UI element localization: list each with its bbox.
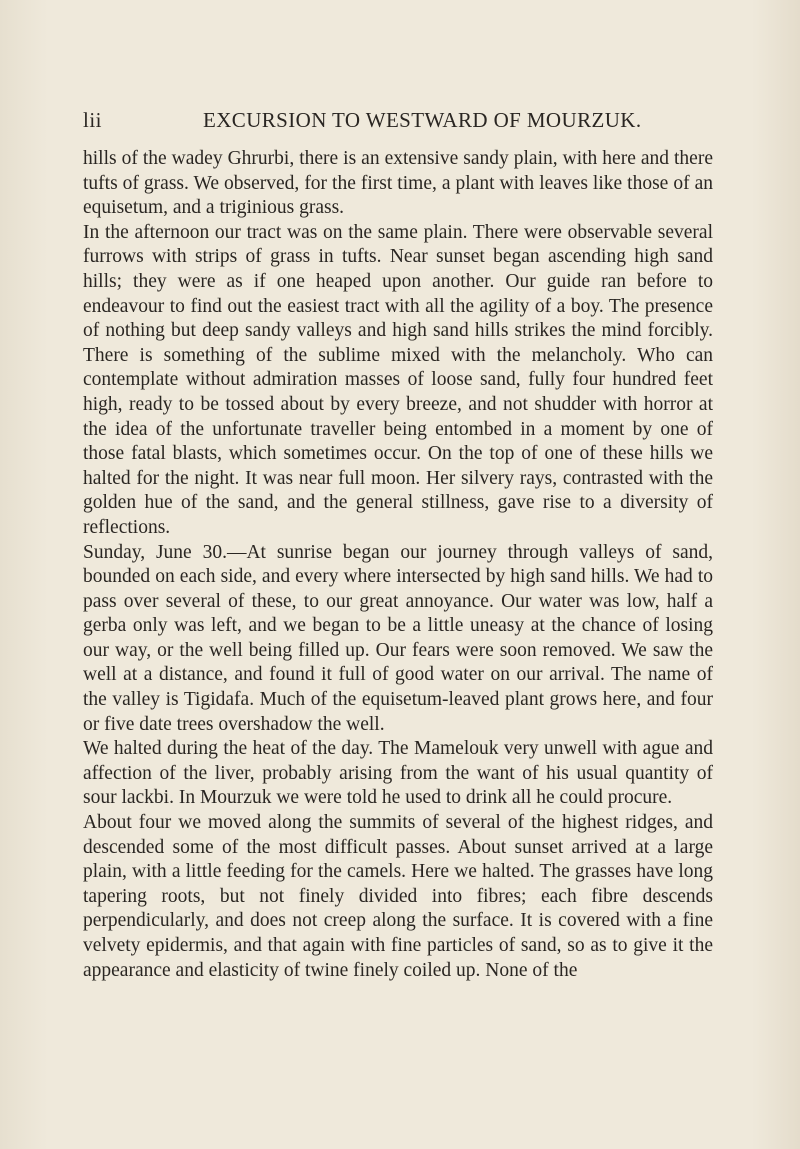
page-number: lii <box>83 108 103 132</box>
paragraph-1: hills of the wadey Ghrurbi, there is an extensive sandy plain, with here and there tufts of grass. We observed, for the first time, a plant with leaves like those of an equisetum, and a triginious grass. <box>83 148 713 219</box>
paragraph-2: In the afternoon our tract was on the same plain. There were observable several furrows with strips of grass in tufts. Near sunset began ascending high sand hills; they were as if one heaped upon another. Our guide ran before to endeavour to find out the easiest tract with all the agility of a boy. The presence of nothing but deep sandy valleys and high sand hills strikes the mind forcibly. There is something of the sublime mixed with the melancholy. Who can contemplate without admiration masses of loose sand, fully four hundred feet high, ready to be tossed about by every breeze, and not shudder with horror at the idea of the unfortunate traveller being entombed in a moment by one of those fatal blasts, which sometimes occur. On the top of one of these hills we halted for the night. It was near full moon. Her silvery rays, contrasted with the golden hue of the sand, and the general stillness, gave rise to a diversity of reflections. <box>83 221 713 538</box>
page-header <box>83 108 713 138</box>
body-text <box>83 147 713 983</box>
paragraph-3: Sunday, June 30.—At sunrise began our journey through valleys of sand, bounded on each side, and every where intersected by high sand hills. We had to pass over several of these, to our great annoyance. Our water was low, half a gerba only was left, and we began to be a little uneasy at the chance of losing our way, or the well being filled up. Our fears were soon removed. We saw the well at a distance, and found it full of good water on our arrival. The name of the valley is Tigidafa. Much of the equisetum-leaved plant grows here, and four or five date trees overshadow the well. <box>83 541 713 735</box>
running-head: EXCURSION TO WESTWARD OF MOURZUK. <box>203 108 642 132</box>
paragraph-4: We halted during the heat of the day. The Mamelouk very unwell with ague and affection of the liver, probably arising from the want of his usual quantity of sour lackbi. In Mourzuk we were told he used to drink all he could procure. <box>83 738 713 809</box>
paragraph-5: About four we moved along the summits of several of the highest ridges, and descended some of the most difficult passes. About sunset arrived at a large plain, with a little feeding for the camels. Here we halted. The grasses have long tapering roots, but not finely divided into fibres; each fibre descends perpendicularly, and does not creep along the surface. It is covered with a fine velvety epidermis, and that again with fine particles of sand, so as to give it the appearance and elasticity of twine finely coiled up. None of the <box>83 812 713 981</box>
